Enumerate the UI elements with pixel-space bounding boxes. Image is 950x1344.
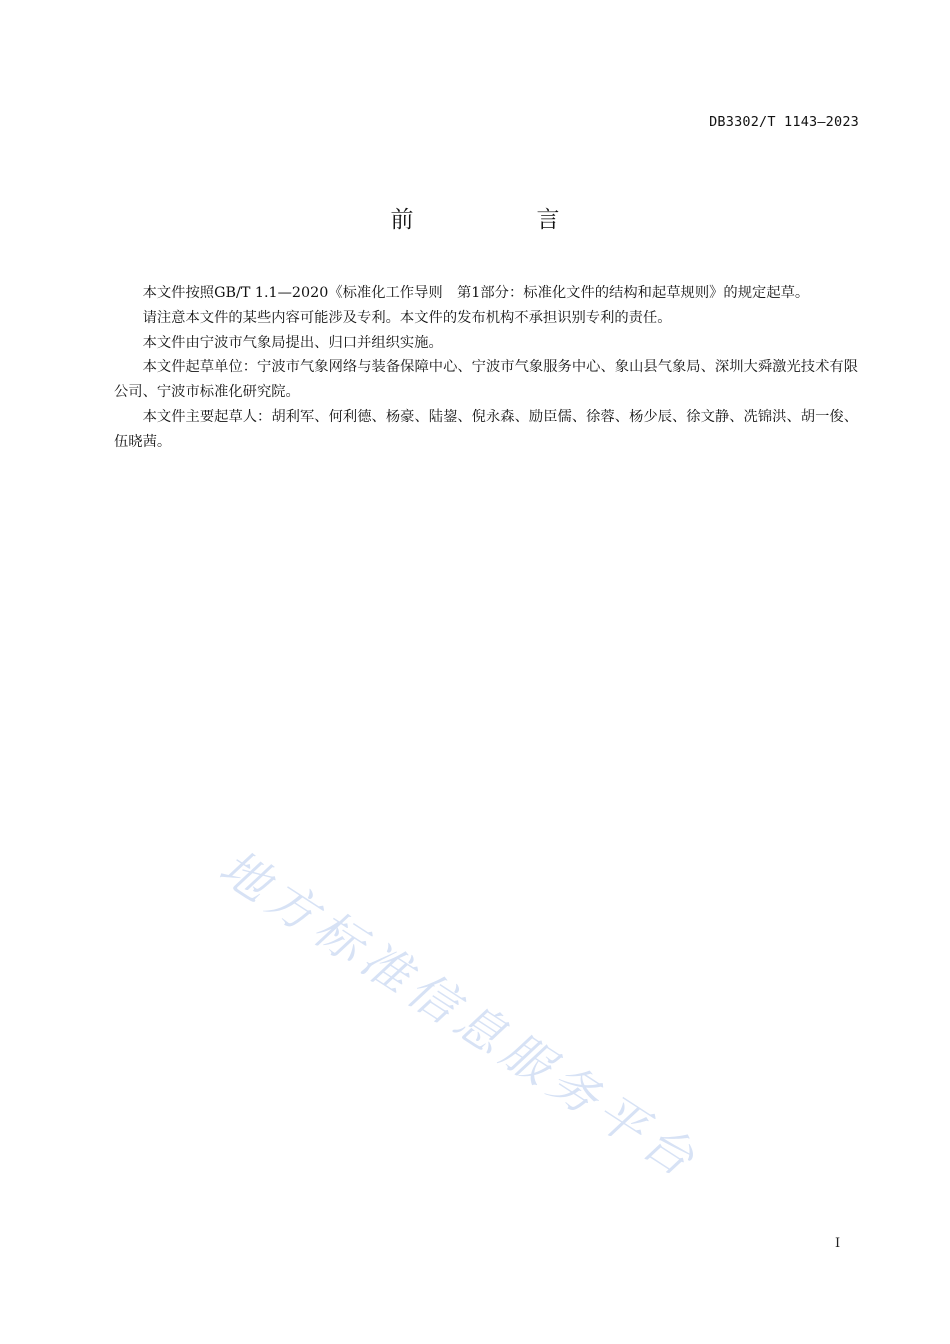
paragraph-drafting-basis: 本文件按照GB/T 1.1—2020《标准化工作导则 第1部分：标准化文件的结构和起草规则》的规定起草。 bbox=[142, 285, 810, 301]
document-body bbox=[114, 281, 858, 455]
paragraph-proposer: 本文件由宁波市气象局提出、归口并组织实施。 bbox=[142, 334, 443, 351]
paragraph-patent-notice: 请注意本文件的某些内容可能涉及专利。本文件的发布机构不承担识别专利的责任。 bbox=[142, 309, 672, 326]
paragraph-drafters: 本文件主要起草人：胡利军、何利德、杨豪、陆鋆、倪永森、励臣儒、徐蓉、杨少辰、徐文静、冼锦洪、胡一俊、伍晓茜。 bbox=[114, 408, 858, 450]
document-code: DB3302/T 1143—2023 bbox=[709, 114, 859, 130]
watermark: 地方标准信息服务平台 bbox=[209, 839, 710, 1192]
page-number: I bbox=[835, 1236, 841, 1251]
paragraph-drafting-units: 本文件起草单位：宁波市气象网络与装备保障中心、宁波市气象服务中心、象山县气象局、深圳大舜激光技术有限公司、宁波市标准化研究院。 bbox=[114, 359, 858, 401]
page-title: 前 言 bbox=[390, 207, 610, 233]
